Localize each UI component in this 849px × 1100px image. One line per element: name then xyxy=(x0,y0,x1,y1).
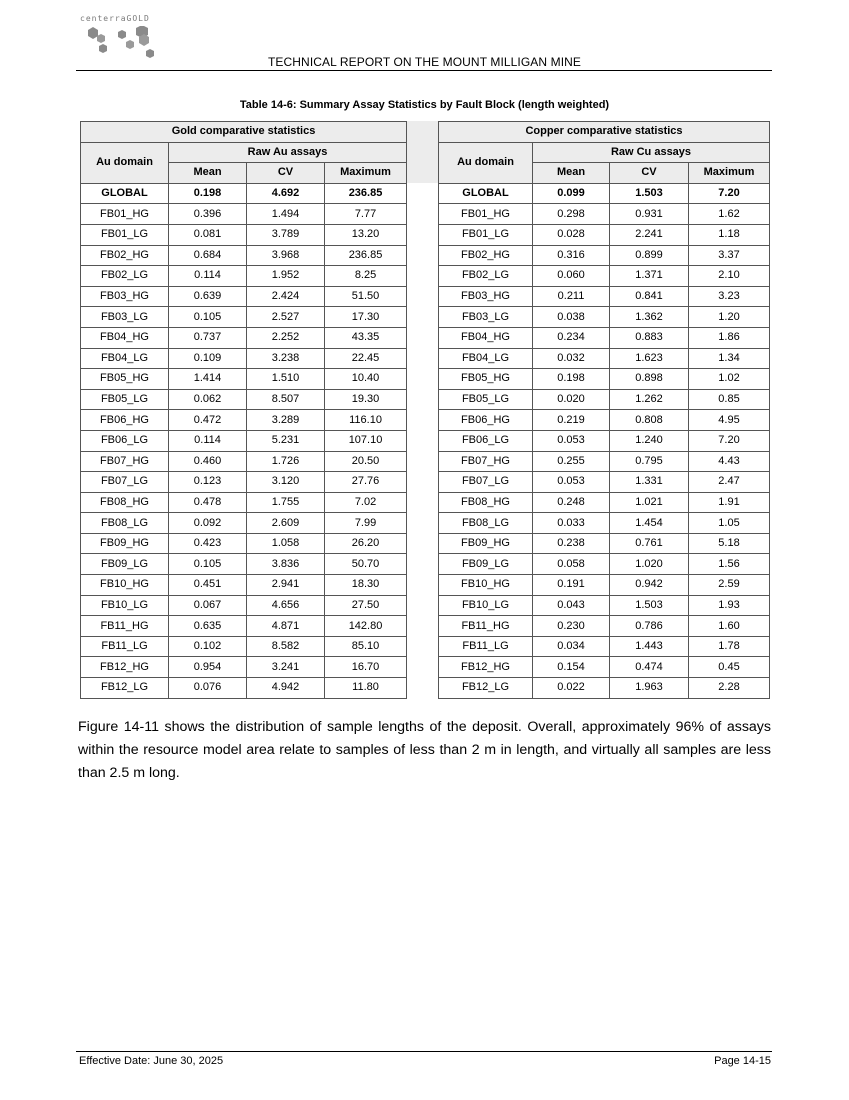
gold-mean-cell: 0.062 xyxy=(169,389,247,410)
copper-table-row xyxy=(439,224,770,245)
copper-table-row xyxy=(439,410,770,431)
gold-mean-cell: 0.639 xyxy=(169,286,247,307)
copper-table-row xyxy=(439,492,770,513)
copper-cv-cell: 0.841 xyxy=(610,286,689,307)
copper-mean-cell: 0.198 xyxy=(533,369,610,390)
copper-maximum-cell: 4.95 xyxy=(689,410,770,431)
gold-mean-cell: 0.635 xyxy=(169,616,247,637)
gold-domain-cell: FB06_LG xyxy=(81,430,169,451)
copper-table-row xyxy=(439,513,770,534)
gold-domain-cell: FB03_LG xyxy=(81,307,169,328)
gold-maximum-cell: 142.80 xyxy=(325,616,407,637)
gold-table-row xyxy=(81,245,407,266)
gold-domain-cell: FB08_LG xyxy=(81,513,169,534)
copper-cv-cell: 0.898 xyxy=(610,369,689,390)
gold-domain-cell: FB11_HG xyxy=(81,616,169,637)
copper-table-body xyxy=(439,183,770,698)
copper-table-row xyxy=(439,430,770,451)
copper-table-row xyxy=(439,327,770,348)
gold-domain-cell: FB05_HG xyxy=(81,369,169,390)
gold-table-row xyxy=(81,492,407,513)
gold-cv-cell: 3.238 xyxy=(247,348,325,369)
gold-maximum-cell: 20.50 xyxy=(325,451,407,472)
copper-domain-cell: FB02_LG xyxy=(439,266,533,287)
copper-table-row xyxy=(439,636,770,657)
gold-mean-cell: 0.954 xyxy=(169,657,247,678)
footer-effective-date: Effective Date: June 30, 2025 xyxy=(79,1055,224,1067)
gold-domain-cell: FB07_LG xyxy=(81,472,169,493)
gold-cv-cell: 4.942 xyxy=(247,678,325,699)
gold-domain-cell: FB06_HG xyxy=(81,410,169,431)
table-caption: Table 14-6: Summary Assay Statistics by Fault Block (length weighted) xyxy=(239,99,610,111)
gold-domain-cell: FB12_LG xyxy=(81,678,169,699)
gold-statistics-table xyxy=(80,121,407,699)
copper-mean-cell: 0.219 xyxy=(533,410,610,431)
copper-domain-cell: FB02_HG xyxy=(439,245,533,266)
gold-mean-cell: 0.451 xyxy=(169,575,247,596)
copper-mean-cell: 0.060 xyxy=(533,266,610,287)
header-divider xyxy=(76,70,772,71)
gold-cv-cell: 1.058 xyxy=(247,533,325,554)
gold-cv-cell: 2.609 xyxy=(247,513,325,534)
copper-domain-cell: FB11_HG xyxy=(439,616,533,637)
copper-cv-cell: 1.020 xyxy=(610,554,689,575)
gold-maximum-cell: 8.25 xyxy=(325,266,407,287)
gold-maximum-cell: 7.77 xyxy=(325,204,407,225)
gold-mean-cell: 0.123 xyxy=(169,472,247,493)
gold-mean-cell: 0.109 xyxy=(169,348,247,369)
gold-domain-cell: FB02_LG xyxy=(81,266,169,287)
gold-mean-cell: 0.081 xyxy=(169,224,247,245)
gold-cv-cell: 5.231 xyxy=(247,430,325,451)
copper-domain-cell: FB03_LG xyxy=(439,307,533,328)
copper-domain-cell: FB12_LG xyxy=(439,678,533,699)
gold-cv-cell: 2.424 xyxy=(247,286,325,307)
gold-table-row xyxy=(81,678,407,699)
copper-maximum-cell: 2.47 xyxy=(689,472,770,493)
copper-cv-cell: 1.021 xyxy=(610,492,689,513)
gold-mean-cell: 0.092 xyxy=(169,513,247,534)
copper-domain-cell: FB01_LG xyxy=(439,224,533,245)
gold-mean-cell: 0.423 xyxy=(169,533,247,554)
copper-domain-cell: FB08_HG xyxy=(439,492,533,513)
gold-maximum-cell: 17.30 xyxy=(325,307,407,328)
copper-domain-cell: FB03_HG xyxy=(439,286,533,307)
copper-table-row xyxy=(439,554,770,575)
gold-domain-cell: FB10_LG xyxy=(81,595,169,616)
gold-table-row xyxy=(81,533,407,554)
copper-mean-cell: 0.154 xyxy=(533,657,610,678)
report-header-title: TECHNICAL REPORT ON THE MOUNT MILLIGAN MINE xyxy=(267,55,581,69)
copper-max-header: Maximum xyxy=(689,163,770,184)
copper-table-row xyxy=(439,204,770,225)
gold-domain-cell: FB01_HG xyxy=(81,204,169,225)
copper-statistics-table xyxy=(438,121,770,699)
copper-cv-cell: 0.899 xyxy=(610,245,689,266)
copper-cv-cell: 0.931 xyxy=(610,204,689,225)
gold-maximum-cell: 236.85 xyxy=(325,245,407,266)
gold-mean-cell: 0.102 xyxy=(169,636,247,657)
gold-table-row xyxy=(81,327,407,348)
gold-maximum-cell: 50.70 xyxy=(325,554,407,575)
copper-cv-cell: 1.443 xyxy=(610,636,689,657)
gold-mean-header: Mean xyxy=(169,163,247,184)
gold-maximum-cell: 11.80 xyxy=(325,678,407,699)
copper-domain-cell: FB11_LG xyxy=(439,636,533,657)
copper-table-row xyxy=(439,657,770,678)
copper-cv-cell: 0.761 xyxy=(610,533,689,554)
gold-domain-cell: FB09_LG xyxy=(81,554,169,575)
copper-mean-cell: 0.316 xyxy=(533,245,610,266)
copper-mean-header: Mean xyxy=(533,163,610,184)
gold-maximum-cell: 10.40 xyxy=(325,369,407,390)
gold-mean-cell: 0.114 xyxy=(169,430,247,451)
copper-table-row xyxy=(439,616,770,637)
copper-cv-cell: 0.474 xyxy=(610,657,689,678)
copper-raw-assays-header: Raw Cu assays xyxy=(533,142,770,163)
gold-cv-cell: 8.507 xyxy=(247,389,325,410)
copper-mean-cell: 0.211 xyxy=(533,286,610,307)
gold-table-row xyxy=(81,410,407,431)
copper-group-header: Copper comparative statistics xyxy=(439,122,770,143)
copper-maximum-cell: 0.45 xyxy=(689,657,770,678)
gold-maximum-cell: 85.10 xyxy=(325,636,407,657)
gold-table-row xyxy=(81,472,407,493)
copper-maximum-cell: 1.93 xyxy=(689,595,770,616)
gold-cv-cell: 1.510 xyxy=(247,369,325,390)
gold-maximum-cell: 27.50 xyxy=(325,595,407,616)
copper-table-row xyxy=(439,369,770,390)
footer-page-number: Page 14-15 xyxy=(714,1055,771,1067)
copper-mean-cell: 0.248 xyxy=(533,492,610,513)
copper-maximum-cell: 1.62 xyxy=(689,204,770,225)
gold-domain-cell: FB12_HG xyxy=(81,657,169,678)
gold-mean-cell: 1.414 xyxy=(169,369,247,390)
gold-maximum-cell: 7.02 xyxy=(325,492,407,513)
copper-domain-cell: FB12_HG xyxy=(439,657,533,678)
copper-table-row xyxy=(439,533,770,554)
copper-cv-cell: 0.808 xyxy=(610,410,689,431)
gold-maximum-cell: 16.70 xyxy=(325,657,407,678)
gold-cv-cell: 3.120 xyxy=(247,472,325,493)
copper-cv-cell: 1.503 xyxy=(610,595,689,616)
gold-group-header: Gold comparative statistics xyxy=(81,122,407,143)
gold-table-row xyxy=(81,513,407,534)
copper-mean-cell: 0.020 xyxy=(533,389,610,410)
gold-maximum-cell: 19.30 xyxy=(325,389,407,410)
gold-table-row xyxy=(81,657,407,678)
copper-maximum-cell: 2.28 xyxy=(689,678,770,699)
copper-mean-cell: 0.033 xyxy=(533,513,610,534)
gold-mean-cell: 0.076 xyxy=(169,678,247,699)
copper-table-row xyxy=(439,245,770,266)
copper-maximum-cell: 7.20 xyxy=(689,183,770,204)
copper-cv-cell: 2.241 xyxy=(610,224,689,245)
copper-mean-cell: 0.032 xyxy=(533,348,610,369)
copper-maximum-cell: 1.02 xyxy=(689,369,770,390)
gold-maximum-cell: 27.76 xyxy=(325,472,407,493)
gold-cv-cell: 1.494 xyxy=(247,204,325,225)
gold-cv-cell: 2.941 xyxy=(247,575,325,596)
copper-maximum-cell: 7.20 xyxy=(689,430,770,451)
copper-cv-cell: 1.963 xyxy=(610,678,689,699)
gold-mean-cell: 0.114 xyxy=(169,266,247,287)
gold-maximum-cell: 13.20 xyxy=(325,224,407,245)
gold-mean-cell: 0.737 xyxy=(169,327,247,348)
copper-cv-cell: 1.623 xyxy=(610,348,689,369)
gold-cv-cell: 3.289 xyxy=(247,410,325,431)
gold-domain-header: Au domain xyxy=(81,142,169,183)
table-gap-shading xyxy=(405,121,439,183)
gold-table-row xyxy=(81,369,407,390)
gold-cv-cell: 8.582 xyxy=(247,636,325,657)
gold-domain-cell: FB07_HG xyxy=(81,451,169,472)
gold-domain-cell: FB03_HG xyxy=(81,286,169,307)
gold-table-body xyxy=(81,183,407,698)
gold-cv-header: CV xyxy=(247,163,325,184)
copper-mean-cell: 0.099 xyxy=(533,183,610,204)
gold-maximum-cell: 43.35 xyxy=(325,327,407,348)
copper-cv-cell: 1.371 xyxy=(610,266,689,287)
gold-cv-cell: 1.952 xyxy=(247,266,325,287)
footer-divider xyxy=(76,1051,772,1052)
gold-mean-cell: 0.478 xyxy=(169,492,247,513)
copper-mean-cell: 0.053 xyxy=(533,472,610,493)
gold-domain-cell: GLOBAL xyxy=(81,183,169,204)
gold-domain-cell: FB04_HG xyxy=(81,327,169,348)
gold-mean-cell: 0.198 xyxy=(169,183,247,204)
copper-domain-cell: FB09_HG xyxy=(439,533,533,554)
copper-maximum-cell: 1.56 xyxy=(689,554,770,575)
gold-domain-cell: FB01_LG xyxy=(81,224,169,245)
gold-table-row xyxy=(81,224,407,245)
copper-table-row xyxy=(439,286,770,307)
copper-maximum-cell: 1.86 xyxy=(689,327,770,348)
gold-mean-cell: 0.472 xyxy=(169,410,247,431)
copper-table-row xyxy=(439,472,770,493)
copper-domain-header: Au domain xyxy=(439,142,533,183)
gold-domain-cell: FB11_LG xyxy=(81,636,169,657)
gold-domain-cell: FB05_LG xyxy=(81,389,169,410)
gold-mean-cell: 0.105 xyxy=(169,554,247,575)
gold-mean-cell: 0.460 xyxy=(169,451,247,472)
copper-table-row xyxy=(439,183,770,204)
gold-maximum-cell: 7.99 xyxy=(325,513,407,534)
body-paragraph: Figure 14-11 shows the distribution of sample lengths of the deposit. Overall, approximately 96% of assays within the resource model area relate to samples of less than 2 m in length, and virtually all samples are less than 2.5 m long. xyxy=(78,719,771,781)
copper-cv-cell: 0.786 xyxy=(610,616,689,637)
copper-maximum-cell: 1.91 xyxy=(689,492,770,513)
gold-table-row xyxy=(81,183,407,204)
copper-domain-cell: FB06_LG xyxy=(439,430,533,451)
gold-cv-cell: 4.656 xyxy=(247,595,325,616)
gold-table-row xyxy=(81,204,407,225)
copper-mean-cell: 0.028 xyxy=(533,224,610,245)
copper-cv-header: CV xyxy=(610,163,689,184)
gold-domain-cell: FB02_HG xyxy=(81,245,169,266)
copper-domain-cell: FB04_HG xyxy=(439,327,533,348)
copper-maximum-cell: 3.37 xyxy=(689,245,770,266)
gold-table-row xyxy=(81,389,407,410)
gold-mean-cell: 0.396 xyxy=(169,204,247,225)
copper-cv-cell: 1.331 xyxy=(610,472,689,493)
gold-maximum-cell: 236.85 xyxy=(325,183,407,204)
gold-mean-cell: 0.067 xyxy=(169,595,247,616)
gold-table-row xyxy=(81,554,407,575)
gold-cv-cell: 3.836 xyxy=(247,554,325,575)
gold-maximum-cell: 51.50 xyxy=(325,286,407,307)
copper-cv-cell: 1.262 xyxy=(610,389,689,410)
gold-maximum-cell: 116.10 xyxy=(325,410,407,431)
copper-mean-cell: 0.022 xyxy=(533,678,610,699)
gold-cv-cell: 4.692 xyxy=(247,183,325,204)
gold-domain-cell: FB10_HG xyxy=(81,575,169,596)
copper-mean-cell: 0.238 xyxy=(533,533,610,554)
copper-mean-cell: 0.038 xyxy=(533,307,610,328)
copper-cv-cell: 0.883 xyxy=(610,327,689,348)
gold-table-row xyxy=(81,307,407,328)
gold-cv-cell: 3.968 xyxy=(247,245,325,266)
copper-domain-cell: GLOBAL xyxy=(439,183,533,204)
copper-domain-cell: FB10_LG xyxy=(439,595,533,616)
gold-maximum-cell: 107.10 xyxy=(325,430,407,451)
gold-maximum-cell: 18.30 xyxy=(325,575,407,596)
gold-mean-cell: 0.684 xyxy=(169,245,247,266)
copper-table-row xyxy=(439,389,770,410)
gold-cv-cell: 4.871 xyxy=(247,616,325,637)
copper-maximum-cell: 1.34 xyxy=(689,348,770,369)
gold-mean-cell: 0.105 xyxy=(169,307,247,328)
gold-cv-cell: 3.241 xyxy=(247,657,325,678)
copper-maximum-cell: 2.10 xyxy=(689,266,770,287)
copper-domain-cell: FB07_HG xyxy=(439,451,533,472)
copper-maximum-cell: 3.23 xyxy=(689,286,770,307)
copper-mean-cell: 0.053 xyxy=(533,430,610,451)
copper-mean-cell: 0.255 xyxy=(533,451,610,472)
copper-maximum-cell: 1.05 xyxy=(689,513,770,534)
copper-maximum-cell: 0.85 xyxy=(689,389,770,410)
copper-maximum-cell: 1.20 xyxy=(689,307,770,328)
gold-domain-cell: FB09_HG xyxy=(81,533,169,554)
copper-mean-cell: 0.230 xyxy=(533,616,610,637)
copper-mean-cell: 0.191 xyxy=(533,575,610,596)
copper-maximum-cell: 1.78 xyxy=(689,636,770,657)
gold-cv-cell: 3.789 xyxy=(247,224,325,245)
copper-cv-cell: 1.362 xyxy=(610,307,689,328)
copper-mean-cell: 0.043 xyxy=(533,595,610,616)
copper-maximum-cell: 1.60 xyxy=(689,616,770,637)
gold-table-row xyxy=(81,430,407,451)
gold-table-row xyxy=(81,595,407,616)
copper-mean-cell: 0.234 xyxy=(533,327,610,348)
gold-maximum-cell: 22.45 xyxy=(325,348,407,369)
gold-cv-cell: 1.726 xyxy=(247,451,325,472)
copper-cv-cell: 0.795 xyxy=(610,451,689,472)
gold-table-row xyxy=(81,575,407,596)
gold-table-row xyxy=(81,451,407,472)
gold-table-row xyxy=(81,286,407,307)
copper-table-row xyxy=(439,266,770,287)
gold-table-row xyxy=(81,348,407,369)
copper-maximum-cell: 5.18 xyxy=(689,533,770,554)
copper-mean-cell: 0.058 xyxy=(533,554,610,575)
copper-domain-cell: FB06_HG xyxy=(439,410,533,431)
gold-table-row xyxy=(81,266,407,287)
copper-table-row xyxy=(439,575,770,596)
copper-mean-cell: 0.298 xyxy=(533,204,610,225)
gold-maximum-cell: 26.20 xyxy=(325,533,407,554)
copper-table-row xyxy=(439,678,770,699)
copper-maximum-cell: 2.59 xyxy=(689,575,770,596)
copper-domain-cell: FB05_HG xyxy=(439,369,533,390)
gold-cv-cell: 1.755 xyxy=(247,492,325,513)
gold-table-row xyxy=(81,616,407,637)
gold-domain-cell: FB04_LG xyxy=(81,348,169,369)
gold-cv-cell: 2.252 xyxy=(247,327,325,348)
copper-domain-cell: FB10_HG xyxy=(439,575,533,596)
copper-cv-cell: 0.942 xyxy=(610,575,689,596)
copper-table-row xyxy=(439,348,770,369)
copper-domain-cell: FB08_LG xyxy=(439,513,533,534)
gold-cv-cell: 2.527 xyxy=(247,307,325,328)
copper-cv-cell: 1.503 xyxy=(610,183,689,204)
copper-domain-cell: FB04_LG xyxy=(439,348,533,369)
copper-table-row xyxy=(439,595,770,616)
copper-domain-cell: FB05_LG xyxy=(439,389,533,410)
gold-raw-assays-header: Raw Au assays xyxy=(169,142,407,163)
copper-maximum-cell: 4.43 xyxy=(689,451,770,472)
gold-domain-cell: FB08_HG xyxy=(81,492,169,513)
gold-table-row xyxy=(81,636,407,657)
copper-domain-cell: FB01_HG xyxy=(439,204,533,225)
copper-domain-cell: FB07_LG xyxy=(439,472,533,493)
copper-mean-cell: 0.034 xyxy=(533,636,610,657)
copper-domain-cell: FB09_LG xyxy=(439,554,533,575)
copper-cv-cell: 1.454 xyxy=(610,513,689,534)
copper-table-row xyxy=(439,451,770,472)
copper-cv-cell: 1.240 xyxy=(610,430,689,451)
copper-maximum-cell: 1.18 xyxy=(689,224,770,245)
logo-wordmark: centerraGOLD xyxy=(80,14,150,23)
copper-table-row xyxy=(439,307,770,328)
gold-max-header: Maximum xyxy=(325,163,407,184)
